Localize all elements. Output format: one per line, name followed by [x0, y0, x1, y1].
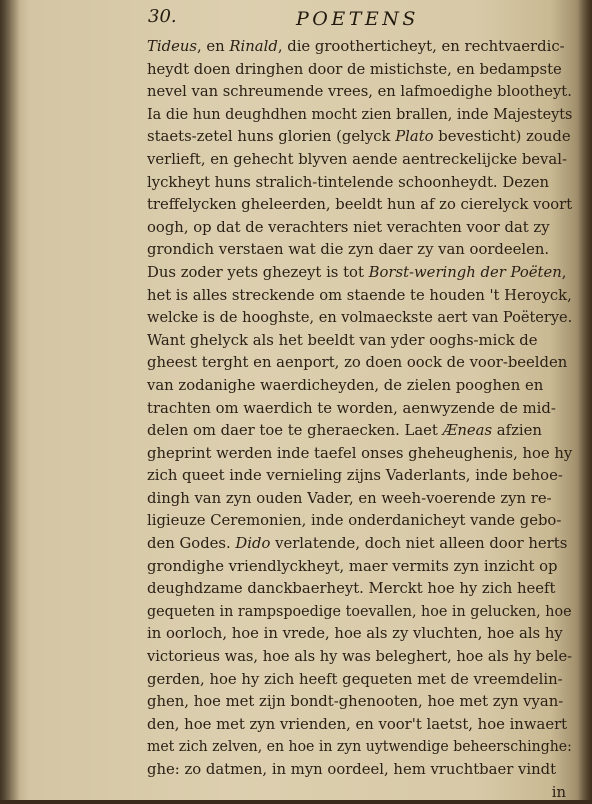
- text-segment: , die grootherticheyt, en rechtvaerdic-: [277, 38, 565, 55]
- text-segment: ghe: zo datmen, in myn oordeel, hem vruchtbaer vindt: [147, 761, 557, 778]
- text-line: [147, 443, 571, 466]
- text-segment: grondighe vriendlyckheyt, maer vermits zyn inzicht op: [147, 557, 558, 575]
- text-segment: ghen, hoe met zijn bondt-ghenooten, hoe met zyn vyan-: [147, 693, 564, 711]
- page-edge-shadow: [578, 0, 592, 800]
- running-head: POETENS: [296, 8, 419, 30]
- text-line: [147, 736, 572, 759]
- text-segment: heydt doen dringhen door de mistichste, en bedampste: [147, 60, 562, 78]
- text-segment: staets-zetel huns glorien (gelyck: [147, 128, 396, 146]
- text-segment: grondich verstaen wat die zyn daer zy van oordeelen.: [147, 241, 550, 259]
- text-segment: gerden, hoe hy zich heeft gequeten met de vreemdelin-: [147, 670, 563, 688]
- text-line: [147, 330, 572, 353]
- text-segment: verlatende, doch niet alleen door herts: [270, 535, 568, 553]
- text-line: [147, 59, 572, 82]
- text-segment: oogh, op dat de verachters niet verachten voor dat zy: [147, 218, 550, 236]
- text-line: [147, 81, 572, 104]
- text-line: [147, 510, 572, 533]
- text-segment: ligieuze Ceremonien, inde onderdanicheyt vande gebo-: [147, 512, 562, 530]
- text-segment: trachten om waerdich te worden, aenwyzende de mid-: [147, 399, 556, 417]
- italic-name: Rinald: [229, 38, 278, 55]
- text-segment: het is alles streckende om staende te houden 't Heroyck,: [147, 286, 572, 304]
- text-line: [147, 36, 572, 59]
- text-line: [147, 646, 573, 669]
- text-segment: bevesticht) zoude: [433, 128, 571, 146]
- text-segment: , en: [196, 38, 230, 55]
- text-line: [147, 623, 572, 646]
- text-segment: Ia die hun deughdhen mocht zien brallen, inde Majesteyts: [147, 105, 573, 123]
- text-line: [147, 126, 572, 149]
- text-segment: in oorloch, hoe in vrede, hoe als zy vluchten, hoe als hy: [147, 625, 563, 643]
- text-line: [147, 217, 572, 240]
- text-line: [147, 352, 572, 375]
- text-segment: afzien: [492, 422, 542, 440]
- text-segment: Want ghelyck als het beeldt van yder ooghs-mick de: [147, 331, 538, 349]
- text-segment: deughdzame danckbaerheyt. Merckt hoe hy zich heeft: [147, 580, 556, 598]
- italic-name: Dido: [235, 535, 271, 553]
- text-line: [147, 759, 572, 782]
- text-segment: delen om daer toe te gheraecken. Laet: [147, 422, 443, 440]
- text-line: [147, 556, 572, 579]
- text-line: [147, 691, 572, 714]
- text-segment: treffelycken gheleerden, beeldt hun af zo cierelyck voort: [147, 196, 573, 214]
- text-segment: gheest terght en aenport, zo doen oock de voor-beelden: [147, 354, 568, 372]
- text-segment: den Godes.: [147, 535, 236, 553]
- text-segment: zich queet inde vernieling zijns Vaderlants, inde behoe-: [147, 467, 563, 485]
- text-segment: Dus zoder yets ghezeyt is tot: [147, 263, 369, 281]
- page-header: [148, 6, 578, 34]
- text-segment: nevel van schreumende vrees, en lafmoedighe blootheyt.: [147, 83, 572, 101]
- italic-name: Borst-weringh der Poëten: [368, 263, 562, 281]
- text-line: [147, 375, 572, 398]
- text-line: [147, 465, 572, 488]
- text-line: [147, 420, 572, 443]
- text-line: [147, 172, 572, 195]
- text-line: [147, 601, 572, 624]
- italic-name: Tideus: [147, 38, 197, 55]
- catchword: [147, 782, 572, 804]
- text-line: [147, 285, 570, 308]
- text-segment: dingh van zyn ouden Vader, en weeh-voerende zyn re-: [147, 489, 552, 507]
- text-segment: van zodanighe waerdicheyden, de zielen pooghen en: [147, 376, 544, 394]
- page-number: 30.: [148, 6, 177, 27]
- text-line: [147, 533, 572, 556]
- text-line: [147, 669, 572, 692]
- text-segment: welcke is de hooghste, en volmaeckste aert van Poëterye.: [147, 309, 573, 327]
- text-segment: met zich zelven, en hoe in zyn uytwendige beheerschinghe:: [147, 738, 572, 756]
- italic-name: Plato: [395, 128, 434, 146]
- text-segment: den, hoe met zyn vrienden, en voor't laetst, hoe inwaert: [147, 715, 568, 733]
- text-line: [147, 194, 571, 217]
- text-segment: lyckheyt huns stralich-tintelende schoonheydt. Dezen: [147, 173, 550, 191]
- text-line: [147, 239, 572, 262]
- text-segment: in: [551, 783, 566, 801]
- text-segment: victorieus was, hoe als hy was beleghert, hoe als hy bele-: [147, 648, 573, 666]
- italic-name: Æneas: [442, 422, 493, 440]
- text-line: [147, 578, 572, 601]
- text-line: [147, 398, 572, 421]
- text-segment: gheprint werden inde taefel onses gheheughenis, hoe hy: [147, 444, 573, 462]
- text-line: [147, 149, 572, 172]
- text-line: [147, 104, 573, 127]
- text-segment: gequeten in rampspoedige toevallen, hoe in gelucken, hoe: [147, 602, 572, 620]
- body-text: [147, 36, 572, 804]
- text-line: [147, 262, 572, 285]
- text-line: [147, 488, 572, 511]
- text-segment: verlieft, en gehecht blyven aende aentreckelijcke beval-: [147, 150, 567, 168]
- text-segment: ,: [561, 263, 567, 281]
- text-line: [147, 714, 572, 737]
- gutter-shadow: [0, 0, 20, 800]
- text-line: [147, 307, 573, 330]
